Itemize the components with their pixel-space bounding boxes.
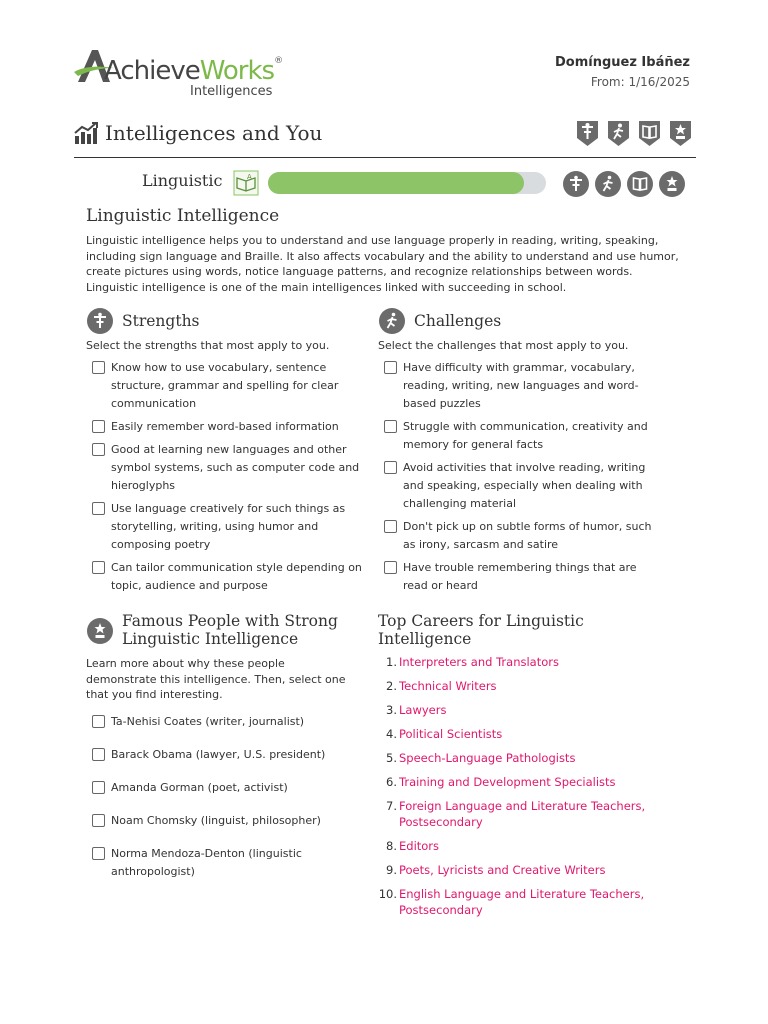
famous-person-item[interactable]: [86, 746, 358, 764]
top-careers-list: [378, 654, 668, 926]
challenge-checkbox[interactable]: [384, 420, 397, 433]
logo-wordmark: [104, 56, 282, 86]
user-name: Domínguez Ibáñez: [554, 55, 690, 70]
strength-item-label: Easily remember word-based information: [111, 420, 339, 433]
bar-chart-icon: [74, 122, 98, 144]
challenges-list: [378, 359, 658, 600]
famous-person-item[interactable]: [86, 779, 358, 797]
challenge-item[interactable]: [378, 418, 658, 454]
intelligence-section-nav: [562, 170, 686, 198]
career-link[interactable]: Interpreters and Translators: [399, 655, 559, 669]
famous-person-item[interactable]: [86, 812, 358, 830]
famous-title-line2: Linguistic Intelligence: [122, 630, 299, 648]
career-number: 10.: [378, 887, 397, 901]
career-link[interactable]: English Language and Literature Teachers, Postsecondary: [399, 887, 645, 917]
book-hex-icon: [636, 118, 663, 148]
career-item[interactable]: [378, 774, 668, 790]
strength-checkbox[interactable]: [92, 420, 105, 433]
strength-circle-icon[interactable]: [562, 170, 590, 198]
challenge-item-label: Have difficulty with grammar, vocabulary, reading, writing, new languages and word-based puzzles: [403, 361, 639, 410]
famous-person-label: Norma Mendoza-Denton (linguistic anthropologist): [111, 847, 302, 878]
strengths-icon: [86, 307, 114, 335]
strength-item[interactable]: [86, 359, 366, 413]
famous-hex-icon: [667, 118, 694, 148]
famous-person-checkbox[interactable]: [92, 748, 105, 761]
strengths-prompt: Select the strengths that most apply to you.: [86, 339, 330, 352]
book-circle-icon[interactable]: [626, 170, 654, 198]
career-link[interactable]: Technical Writers: [399, 679, 497, 693]
intelligence-section-title: Linguistic Intelligence: [86, 206, 280, 226]
page-title-row: [74, 114, 696, 158]
intelligence-label: Linguistic: [142, 171, 223, 190]
challenge-item-label: Struggle with communication, creativity and memory for general facts: [403, 420, 648, 451]
strengths-title: Strengths: [122, 312, 200, 330]
famous-people-list: [86, 713, 358, 896]
famous-person-checkbox[interactable]: [92, 781, 105, 794]
career-item[interactable]: [378, 702, 668, 718]
strength-item-label: Good at learning new languages and other symbol systems, such as computer code and hieroglyphs: [111, 443, 360, 492]
career-number: 7.: [386, 799, 397, 813]
challenges-icon: [378, 307, 406, 335]
challenge-hex-icon: [605, 118, 632, 148]
famous-person-checkbox[interactable]: [92, 715, 105, 728]
page-title: Intelligences and You: [105, 121, 323, 145]
career-number: 9.: [386, 863, 397, 877]
famous-circle-icon[interactable]: [658, 170, 686, 198]
challenges-header: [378, 307, 501, 335]
logo-text-works: Works: [199, 56, 275, 86]
famous-person-item[interactable]: [86, 713, 358, 731]
challenges-title: Challenges: [414, 312, 502, 330]
famous-people-prompt: Learn more about why these people demonstrate this intelligence. Then, select one that you find interesting.: [86, 657, 346, 702]
challenge-item-label: Don't pick up on subtle forms of humor, such as irony, sarcasm and satire: [403, 520, 652, 551]
challenge-item[interactable]: [378, 559, 658, 595]
challenge-item-label: Have trouble remembering things that are read or heard: [403, 561, 637, 592]
challenge-item-label: Avoid activities that involve reading, writing and speaking, especially when dealing with challenging material: [403, 461, 646, 510]
career-link[interactable]: Speech-Language Pathologists: [399, 751, 576, 765]
famous-people-title: [122, 612, 338, 648]
linguistic-book-icon: [233, 170, 259, 196]
strength-item[interactable]: [86, 559, 366, 595]
strengths-header: [86, 307, 200, 335]
famous-people-icon: [86, 617, 114, 645]
career-link[interactable]: Lawyers: [399, 703, 447, 717]
careers-title-line1: Top Careers for Linguistic: [378, 612, 584, 630]
career-link[interactable]: Political Scientists: [399, 727, 503, 741]
strength-checkbox[interactable]: [92, 443, 105, 456]
intelligence-icon-set: [574, 118, 694, 148]
strength-checkbox[interactable]: [92, 361, 105, 374]
strength-item[interactable]: [86, 441, 366, 495]
challenges-prompt: Select the challenges that most apply to you.: [378, 339, 629, 352]
careers-title-line2: Intelligence: [378, 630, 472, 648]
challenge-checkbox[interactable]: [384, 561, 397, 574]
career-link[interactable]: Training and Development Specialists: [399, 775, 616, 789]
strength-checkbox[interactable]: [92, 502, 105, 515]
career-item[interactable]: [378, 886, 668, 918]
career-number: 1.: [386, 655, 397, 669]
strength-item-label: Can tailor communication style depending on topic, audience and purpose: [111, 561, 362, 592]
career-number: 3.: [386, 703, 397, 717]
challenge-checkbox[interactable]: [384, 361, 397, 374]
career-item[interactable]: [378, 798, 668, 830]
famous-person-label: Noam Chomsky (linguist, philosopher): [111, 814, 321, 827]
challenge-circle-icon[interactable]: [594, 170, 622, 198]
strength-checkbox[interactable]: [92, 561, 105, 574]
career-item[interactable]: [378, 862, 668, 878]
famous-person-label: Barack Obama (lawyer, U.S. president): [111, 748, 326, 761]
career-number: 8.: [386, 839, 397, 853]
achieveworks-logo: [74, 46, 284, 102]
strength-item-label: Know how to use vocabulary, sentence structure, grammar and spelling for clear communication: [111, 361, 339, 410]
strength-hex-icon: [574, 118, 601, 148]
career-link[interactable]: Poets, Lyricists and Creative Writers: [399, 863, 606, 877]
strength-item[interactable]: [86, 418, 366, 436]
logo-subtitle: Intelligences: [190, 84, 273, 99]
logo-registered-mark: ®: [274, 56, 283, 66]
career-link[interactable]: Foreign Language and Literature Teachers, Postsecondary: [399, 799, 646, 829]
career-link[interactable]: Editors: [399, 839, 440, 853]
career-item[interactable]: [378, 726, 668, 742]
career-item[interactable]: [378, 678, 668, 694]
logo-text-achieve: Achieve: [104, 56, 200, 86]
report-date: From: 1/16/2025: [590, 75, 690, 89]
career-item[interactable]: [378, 654, 668, 670]
famous-person-checkbox[interactable]: [92, 847, 105, 860]
top-careers-title: [378, 612, 584, 648]
career-number: 2.: [386, 679, 397, 693]
famous-person-label: Amanda Gorman (poet, activist): [111, 781, 288, 794]
career-item[interactable]: [378, 838, 668, 854]
challenge-item[interactable]: [378, 459, 658, 513]
intelligence-description: Linguistic intelligence helps you to understand and use language properly in reading, writing, speaking, including sign language and Braille. It also affects vocabulary and the ability to understand and use humor, create pictures using words, notice language patterns, and recognize relationships between words. Linguistic intelligence is one of the main intelligences linked with succeeding in school.: [86, 234, 679, 294]
challenge-item[interactable]: [378, 518, 658, 554]
career-number: 6.: [386, 775, 397, 789]
famous-title-line1: Famous People with Strong: [122, 612, 338, 630]
famous-person-checkbox[interactable]: [92, 814, 105, 827]
intelligence-score-bar: [268, 172, 546, 194]
career-number: 5.: [386, 751, 397, 765]
challenge-item[interactable]: [378, 359, 658, 413]
challenge-checkbox[interactable]: [384, 520, 397, 533]
strengths-list: [86, 359, 366, 600]
strength-item[interactable]: [86, 500, 366, 554]
famous-person-item[interactable]: [86, 845, 316, 881]
challenge-checkbox[interactable]: [384, 461, 397, 474]
strength-item-label: Use language creatively for such things as storytelling, writing, using humor and composing poetry: [111, 502, 346, 551]
famous-person-label: Ta-Nehisi Coates (writer, journalist): [111, 715, 305, 728]
svg-text:A: A: [247, 173, 252, 181]
career-number: 4.: [386, 727, 397, 741]
intelligence-score-fill: [268, 172, 524, 194]
career-item[interactable]: [378, 750, 668, 766]
